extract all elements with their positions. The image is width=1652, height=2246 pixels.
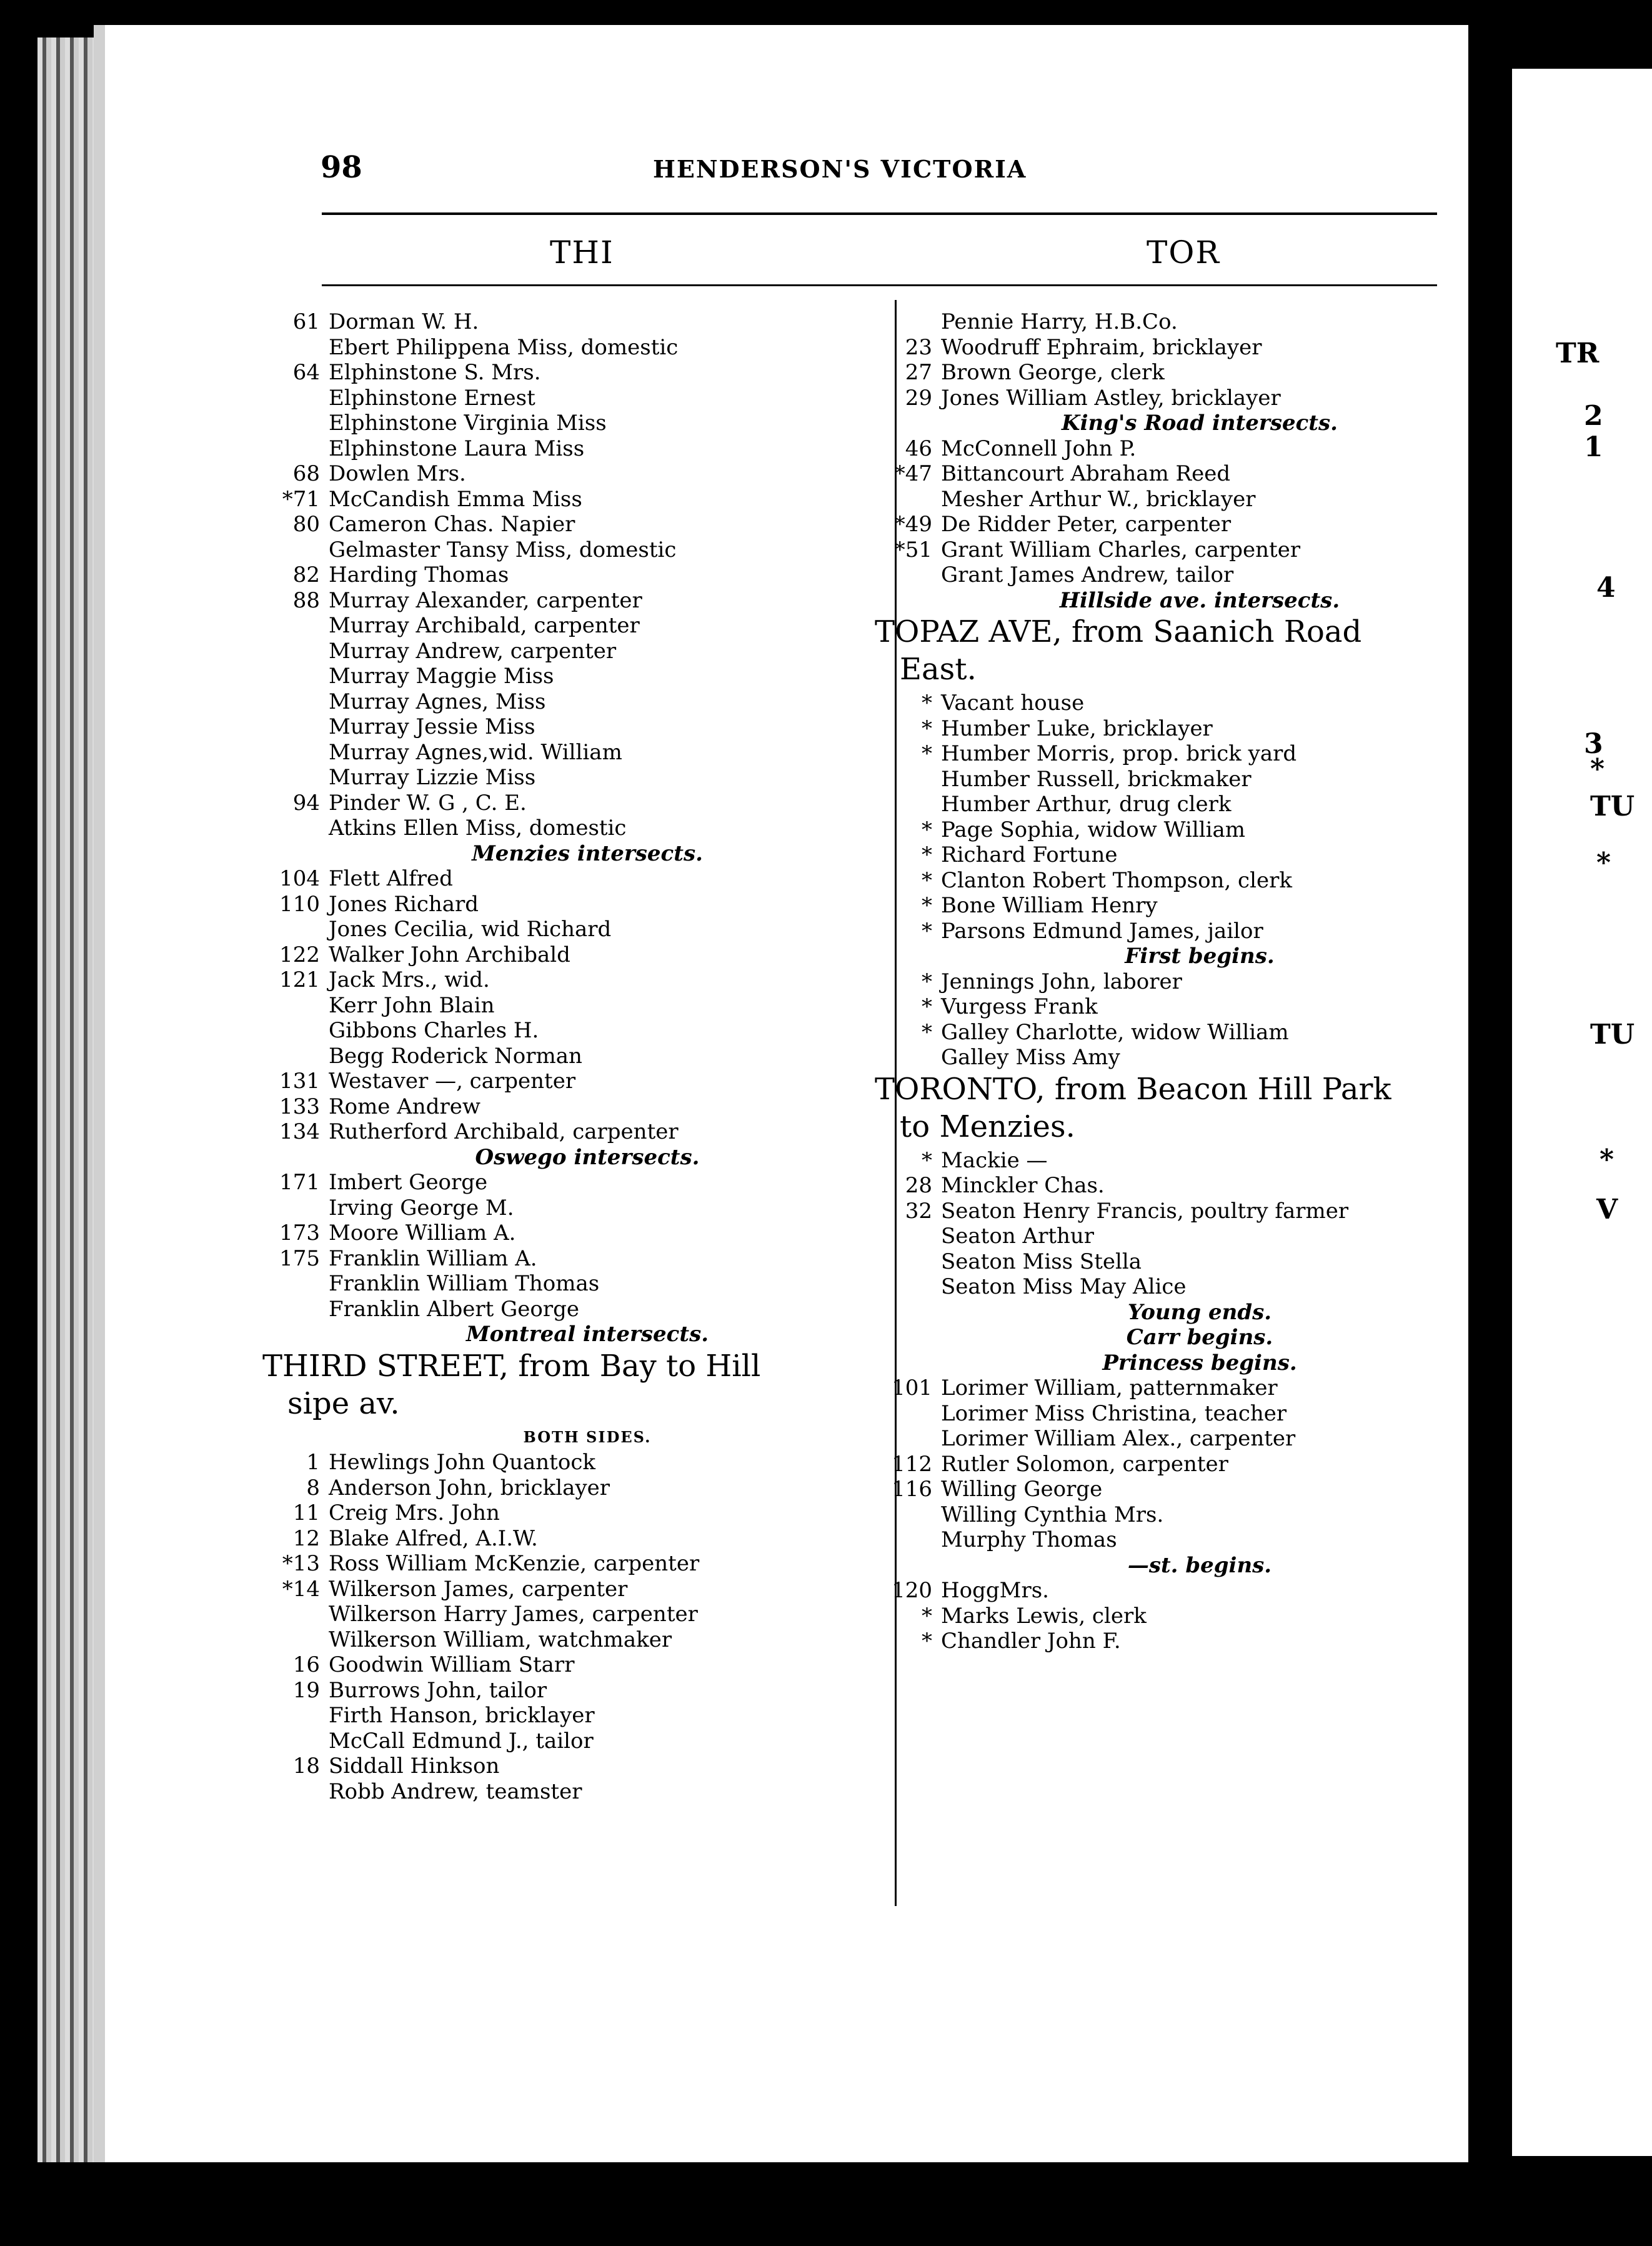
resident-name: Murphy Thomas bbox=[941, 1527, 1117, 1552]
house-number: 46 bbox=[905, 436, 932, 461]
resident-name: Seaton Miss May Alice bbox=[941, 1274, 1187, 1299]
resident-name: Seaton Henry Francis, poultry farmer bbox=[941, 1198, 1349, 1224]
resident-name: Murray Jessie Miss bbox=[329, 714, 535, 739]
house-number: 112 bbox=[892, 1451, 932, 1477]
resident-name: Jennings John, laborer bbox=[941, 969, 1182, 994]
house-number: *49 bbox=[894, 512, 932, 537]
resident-name: Elphinstone Virginia Miss bbox=[329, 411, 607, 436]
section-note: Montreal intersects. bbox=[465, 1322, 709, 1347]
resident-name: Humber Russell, brickmaker bbox=[941, 766, 1251, 792]
house-number: *13 bbox=[282, 1551, 320, 1576]
resident-name: Richard Fortune bbox=[941, 842, 1118, 867]
house-number: *14 bbox=[282, 1576, 320, 1602]
directory-entry bbox=[262, 639, 887, 664]
directory-entry bbox=[875, 741, 1500, 767]
house-number: 64 bbox=[292, 360, 320, 385]
house-number: * bbox=[922, 1629, 932, 1654]
house-number: 101 bbox=[892, 1375, 932, 1400]
resident-name: Marks Lewis, clerk bbox=[941, 1603, 1147, 1629]
directory-entry bbox=[262, 461, 887, 487]
resident-name: McConnell John P. bbox=[941, 436, 1137, 461]
directory-entry bbox=[875, 817, 1500, 843]
directory-entry bbox=[875, 1274, 1500, 1300]
house-number: 27 bbox=[905, 360, 932, 385]
resident-name: Moore William A. bbox=[329, 1220, 516, 1245]
resident-name: De Ridder Peter, carpenter bbox=[941, 512, 1232, 537]
resident-name: Mesher Arthur W., bricklayer bbox=[941, 486, 1256, 512]
directory-entry bbox=[262, 1754, 887, 1779]
resident-name: Siddall Hinkson bbox=[329, 1754, 500, 1779]
resident-name: Firth Hanson, bricklayer bbox=[329, 1703, 595, 1728]
directory-entry bbox=[875, 1477, 1500, 1502]
page-header bbox=[228, 150, 1440, 187]
street-heading: THIRD STREET, from Bay to Hill bbox=[262, 1348, 761, 1384]
directory-entry bbox=[262, 1119, 887, 1145]
house-number: * bbox=[922, 867, 932, 893]
section-note: King's Road intersects. bbox=[1062, 411, 1338, 436]
directory-entry bbox=[875, 842, 1500, 868]
directory-entry bbox=[262, 309, 887, 335]
adjacent-page-strip bbox=[1512, 69, 1652, 2156]
house-number: 133 bbox=[279, 1094, 320, 1119]
resident-name: Pinder W. G , C. E. bbox=[329, 790, 527, 816]
directory-entry bbox=[262, 1551, 887, 1577]
house-number: 16 bbox=[292, 1652, 320, 1677]
house-number: 8 bbox=[306, 1475, 320, 1500]
resident-name: Hewlings John Quantock bbox=[329, 1450, 595, 1475]
house-number: * bbox=[922, 1019, 932, 1045]
resident-name: Imbert George bbox=[329, 1170, 488, 1195]
adjacent-fragment: 4 bbox=[1596, 572, 1616, 604]
resident-name: Murray Agnes,wid. William bbox=[329, 739, 622, 765]
resident-name: Humber Arthur, drug clerk bbox=[941, 792, 1232, 817]
directory-entry bbox=[262, 689, 887, 715]
directory-entry bbox=[875, 461, 1500, 487]
section-note: Hillside ave. intersects. bbox=[1059, 587, 1340, 613]
resident-name: Gibbons Charles H. bbox=[329, 1018, 539, 1043]
resident-name: Wilkerson James, carpenter bbox=[329, 1576, 628, 1602]
house-number: 134 bbox=[279, 1119, 320, 1144]
directory-entry bbox=[262, 1094, 887, 1120]
directory-entry bbox=[875, 1224, 1500, 1249]
resident-name: Elphinstone S. Mrs. bbox=[329, 360, 541, 385]
directory-entry bbox=[875, 512, 1500, 537]
house-number: 23 bbox=[905, 334, 932, 360]
house-number: 122 bbox=[279, 942, 320, 967]
directory-entry bbox=[875, 868, 1500, 894]
directory-entry bbox=[262, 765, 887, 791]
directory-entry bbox=[875, 562, 1500, 588]
resident-name: Jones Richard bbox=[329, 891, 479, 917]
section-note: Carr begins. bbox=[1126, 1325, 1273, 1350]
resident-name: Vurgess Frank bbox=[941, 994, 1098, 1019]
resident-name: Rome Andrew bbox=[329, 1094, 480, 1119]
resident-name: Galley Charlotte, widow William bbox=[941, 1019, 1289, 1045]
directory-entry bbox=[262, 1729, 887, 1754]
directory-entry bbox=[875, 1578, 1500, 1604]
directory-entry bbox=[262, 1195, 887, 1221]
resident-name: Murray Lizzie Miss bbox=[329, 765, 536, 790]
directory-entry bbox=[262, 740, 887, 766]
house-number: *71 bbox=[282, 486, 320, 512]
adjacent-fragment: 2 bbox=[1584, 400, 1603, 432]
house-number: 19 bbox=[292, 1677, 320, 1703]
directory-entry bbox=[262, 967, 887, 993]
directory-entry bbox=[262, 487, 887, 512]
directory-entry bbox=[262, 360, 887, 386]
directory-entry bbox=[262, 917, 887, 942]
left-column-head: THI bbox=[550, 234, 614, 271]
resident-name: Humber Morris, prop. brick yard bbox=[941, 741, 1297, 766]
directory-entry bbox=[262, 1220, 887, 1246]
resident-name: Minckler Chas. bbox=[941, 1173, 1105, 1198]
resident-name: Rutler Solomon, carpenter bbox=[941, 1451, 1228, 1477]
right-column-head: TOR bbox=[1147, 234, 1220, 271]
section-note: —st. begins. bbox=[1127, 1552, 1272, 1578]
directory-entry bbox=[875, 1148, 1500, 1174]
directory-entry bbox=[262, 1297, 887, 1322]
directory-entry bbox=[875, 691, 1500, 716]
resident-name: Brown George, clerk bbox=[941, 360, 1165, 385]
house-number: 88 bbox=[292, 587, 320, 613]
house-number: 116 bbox=[892, 1477, 932, 1502]
directory-entry bbox=[262, 1779, 887, 1805]
resident-name: Ross William McKenzie, carpenter bbox=[329, 1551, 700, 1576]
house-number: * bbox=[922, 1147, 932, 1173]
adjacent-fragment: * bbox=[1596, 847, 1611, 879]
street-heading: TORONTO, from Beacon Hill Park bbox=[875, 1071, 1391, 1107]
directory-entry bbox=[262, 664, 887, 689]
directory-entry bbox=[875, 716, 1500, 742]
directory-entry bbox=[262, 892, 887, 917]
resident-name: Goodwin William Starr bbox=[329, 1652, 575, 1677]
directory-entry bbox=[875, 919, 1500, 944]
directory-entry bbox=[262, 816, 887, 841]
directory-entry bbox=[875, 1527, 1500, 1553]
resident-name: Rutherford Archibald, carpenter bbox=[329, 1119, 679, 1144]
house-number: * bbox=[922, 716, 932, 741]
house-number: 171 bbox=[279, 1170, 320, 1195]
adjacent-fragment: * bbox=[1590, 753, 1605, 785]
resident-name: Murray Archibald, carpenter bbox=[329, 613, 640, 638]
directory-entry bbox=[262, 1652, 887, 1678]
directory-entry bbox=[262, 1475, 887, 1501]
header-rule-top bbox=[322, 212, 1437, 215]
directory-entry bbox=[875, 1401, 1500, 1427]
directory-entry bbox=[875, 386, 1500, 411]
resident-name: HoggMrs. bbox=[941, 1578, 1049, 1603]
directory-entry bbox=[875, 360, 1500, 386]
resident-name: Woodruff Ephraim, bricklayer bbox=[941, 334, 1262, 360]
resident-name: Kerr John Blain bbox=[329, 992, 495, 1018]
directory-entry bbox=[262, 1526, 887, 1552]
directory-entry bbox=[875, 436, 1500, 462]
resident-name: Galley Miss Amy bbox=[941, 1045, 1120, 1070]
resident-name: Atkins Ellen Miss, domestic bbox=[329, 816, 627, 841]
resident-name: Willing Cynthia Mrs. bbox=[941, 1502, 1164, 1527]
resident-name: Parsons Edmund James, jailor bbox=[941, 918, 1263, 944]
directory-entry bbox=[875, 335, 1500, 361]
house-number: * bbox=[922, 741, 932, 766]
adjacent-fragment: TR bbox=[1556, 337, 1600, 369]
directory-entry bbox=[875, 1045, 1500, 1071]
resident-name: Murray Maggie Miss bbox=[329, 664, 554, 689]
directory-entry bbox=[262, 791, 887, 816]
directory-entry bbox=[875, 1375, 1500, 1401]
resident-name: Cameron Chas. Napier bbox=[329, 512, 575, 537]
directory-entry bbox=[875, 1199, 1500, 1224]
resident-name: Elphinstone Laura Miss bbox=[329, 436, 585, 461]
directory-entry bbox=[262, 1602, 887, 1627]
house-number: 32 bbox=[905, 1198, 932, 1224]
resident-name: McCandish Emma Miss bbox=[329, 486, 582, 512]
resident-name: Seaton Arthur bbox=[941, 1224, 1095, 1249]
directory-entry bbox=[262, 993, 887, 1019]
section-note: First begins. bbox=[1125, 944, 1275, 969]
house-number: 131 bbox=[279, 1069, 320, 1094]
resident-name: Lorimer William, patternmaker bbox=[941, 1375, 1278, 1400]
house-number: 68 bbox=[292, 461, 320, 486]
resident-name: Wilkerson Harry James, carpenter bbox=[329, 1602, 698, 1627]
house-number: 1 bbox=[306, 1450, 320, 1475]
section-note: Princess begins. bbox=[1102, 1350, 1297, 1375]
section-note: Oswego intersects. bbox=[475, 1144, 700, 1170]
directory-entry bbox=[262, 1703, 887, 1729]
directory-entry bbox=[262, 411, 887, 436]
directory-entry bbox=[262, 714, 887, 740]
directory-entry bbox=[262, 335, 887, 361]
directory-entry bbox=[875, 1426, 1500, 1452]
resident-name: Grant James Andrew, tailor bbox=[941, 562, 1234, 587]
house-number: 80 bbox=[292, 512, 320, 537]
resident-name: Lorimer Miss Christina, teacher bbox=[941, 1400, 1287, 1426]
house-number: * bbox=[922, 918, 932, 944]
house-number: 175 bbox=[279, 1245, 320, 1271]
resident-name: Ebert Philippena Miss, domestic bbox=[329, 334, 679, 360]
resident-name: Murray Andrew, carpenter bbox=[329, 638, 617, 664]
running-title: HENDERSON'S VICTORIA bbox=[653, 155, 1027, 183]
house-number: 104 bbox=[279, 866, 320, 891]
directory-entry bbox=[262, 1018, 887, 1044]
directory-entry bbox=[262, 613, 887, 639]
directory-entry bbox=[262, 1044, 887, 1069]
directory-entry bbox=[262, 562, 887, 588]
resident-name: Walker John Archibald bbox=[329, 942, 570, 967]
adjacent-fragment: * bbox=[1600, 1144, 1615, 1175]
resident-name: Pennie Harry, H.B.Co. bbox=[941, 309, 1178, 334]
resident-name: McCall Edmund J., tailor bbox=[329, 1728, 594, 1754]
header-rule-bottom bbox=[322, 284, 1437, 286]
directory-entry bbox=[875, 1173, 1500, 1199]
resident-name: Flett Alfred bbox=[329, 866, 453, 891]
house-number: * bbox=[922, 691, 932, 716]
adjacent-fragment: V bbox=[1596, 1194, 1618, 1225]
section-note: BOTH SIDES. bbox=[523, 1427, 652, 1446]
resident-name: Murray Agnes, Miss bbox=[329, 689, 546, 714]
resident-name: Dorman W. H. bbox=[329, 309, 479, 334]
directory-entry bbox=[875, 1629, 1500, 1654]
house-number: *51 bbox=[894, 537, 932, 562]
resident-name: Westaver —, carpenter bbox=[329, 1069, 576, 1094]
resident-name: Chandler John F. bbox=[941, 1629, 1121, 1654]
directory-entry bbox=[875, 1249, 1500, 1275]
resident-name: Mackie — bbox=[941, 1147, 1048, 1173]
house-number: * bbox=[922, 994, 932, 1019]
house-number: 12 bbox=[292, 1525, 320, 1551]
directory-entry bbox=[262, 1627, 887, 1653]
resident-name: Willing George bbox=[941, 1477, 1103, 1502]
house-number: 121 bbox=[279, 967, 320, 992]
house-number: 173 bbox=[279, 1220, 320, 1245]
section-note: Menzies intersects. bbox=[472, 841, 703, 866]
street-heading-continued: to Menzies. bbox=[900, 1109, 1075, 1144]
directory-entry bbox=[875, 537, 1500, 563]
page-number: 98 bbox=[321, 150, 362, 185]
house-number: *47 bbox=[894, 461, 932, 486]
resident-name: Begg Roderick Norman bbox=[329, 1043, 582, 1069]
resident-name: Franklin William Thomas bbox=[329, 1271, 600, 1296]
house-number: * bbox=[922, 1603, 932, 1629]
resident-name: Blake Alfred, A.I.W. bbox=[329, 1525, 538, 1551]
directory-entry bbox=[875, 1452, 1500, 1477]
house-number: 110 bbox=[279, 891, 320, 917]
street-heading-continued: East. bbox=[900, 652, 977, 687]
resident-name: Humber Luke, bricklayer bbox=[941, 716, 1213, 741]
house-number: * bbox=[922, 969, 932, 994]
book-gutter bbox=[37, 37, 94, 2162]
directory-entry bbox=[262, 537, 887, 563]
directory-entry bbox=[262, 1069, 887, 1094]
directory-entry bbox=[875, 792, 1500, 817]
directory-entry bbox=[262, 436, 887, 462]
resident-name: Robb Andrew, teamster bbox=[329, 1779, 582, 1804]
resident-name: Bone William Henry bbox=[941, 893, 1158, 918]
resident-name: Franklin William A. bbox=[329, 1245, 537, 1271]
resident-name: Anderson John, bricklayer bbox=[329, 1475, 610, 1500]
resident-name: Jones William Astley, bricklayer bbox=[941, 385, 1281, 411]
resident-name: Jones Cecilia, wid Richard bbox=[329, 917, 612, 942]
directory-entry bbox=[262, 942, 887, 968]
house-number: * bbox=[922, 817, 932, 842]
resident-name: Lorimer William Alex., carpenter bbox=[941, 1426, 1296, 1451]
section-note: Young ends. bbox=[1127, 1299, 1272, 1325]
directory-entry bbox=[262, 1577, 887, 1602]
resident-name: Dowlen Mrs. bbox=[329, 461, 466, 486]
resident-name: Murray Alexander, carpenter bbox=[329, 587, 642, 613]
resident-name: Burrows John, tailor bbox=[329, 1677, 547, 1703]
house-number: 61 bbox=[292, 309, 320, 334]
resident-name: Jack Mrs., wid. bbox=[329, 967, 490, 992]
left-column bbox=[262, 309, 887, 1804]
house-number: 82 bbox=[292, 562, 320, 587]
directory-entry bbox=[262, 588, 887, 614]
resident-name: Grant William Charles, carpenter bbox=[941, 537, 1301, 562]
directory-entry bbox=[262, 1500, 887, 1526]
directory-entry bbox=[875, 309, 1500, 335]
resident-name: Bittancourt Abraham Reed bbox=[941, 461, 1231, 486]
street-heading: TOPAZ AVE, from Saanich Road bbox=[875, 614, 1362, 649]
house-number: 11 bbox=[292, 1500, 320, 1525]
resident-name: Creig Mrs. John bbox=[329, 1500, 500, 1525]
resident-name: Wilkerson William, watchmaker bbox=[329, 1627, 672, 1652]
house-number: * bbox=[922, 842, 932, 867]
adjacent-fragment: TU bbox=[1590, 1019, 1635, 1051]
house-number: 29 bbox=[905, 385, 932, 411]
directory-entry bbox=[875, 994, 1500, 1020]
street-heading-continued: sipe av. bbox=[287, 1385, 400, 1421]
directory-entry bbox=[262, 512, 887, 537]
directory-entry bbox=[262, 1170, 887, 1195]
resident-name: Harding Thomas bbox=[329, 562, 509, 587]
resident-name: Seaton Miss Stella bbox=[941, 1249, 1142, 1274]
adjacent-fragment: TU bbox=[1590, 791, 1635, 822]
house-number: 94 bbox=[292, 790, 320, 816]
resident-name: Vacant house bbox=[941, 691, 1085, 716]
directory-entry bbox=[262, 1450, 887, 1475]
house-number: * bbox=[922, 893, 932, 918]
directory-entry bbox=[262, 386, 887, 411]
directory-entry bbox=[262, 1678, 887, 1704]
right-column bbox=[875, 309, 1500, 1654]
house-number: 28 bbox=[905, 1173, 932, 1198]
resident-name: Elphinstone Ernest bbox=[329, 385, 535, 411]
directory-entry bbox=[875, 767, 1500, 792]
resident-name: Irving George M. bbox=[329, 1195, 514, 1220]
directory-entry bbox=[262, 1271, 887, 1297]
resident-name: Franklin Albert George bbox=[329, 1296, 579, 1322]
adjacent-fragment: 1 bbox=[1584, 431, 1603, 463]
directory-entry bbox=[875, 969, 1500, 995]
adjacent-fragment: 3 bbox=[1584, 728, 1603, 760]
directory-entry bbox=[875, 487, 1500, 512]
directory-entry bbox=[875, 1020, 1500, 1046]
resident-name: Clanton Robert Thompson, clerk bbox=[941, 867, 1292, 893]
directory-entry bbox=[875, 1502, 1500, 1528]
resident-name: Gelmaster Tansy Miss, domestic bbox=[329, 537, 677, 562]
house-number: 120 bbox=[892, 1578, 932, 1603]
directory-entry bbox=[262, 866, 887, 892]
house-number: 18 bbox=[292, 1754, 320, 1779]
directory-entry bbox=[875, 893, 1500, 919]
directory-entry bbox=[875, 1604, 1500, 1629]
resident-name: Page Sophia, widow William bbox=[941, 817, 1245, 842]
directory-entry bbox=[262, 1246, 887, 1272]
